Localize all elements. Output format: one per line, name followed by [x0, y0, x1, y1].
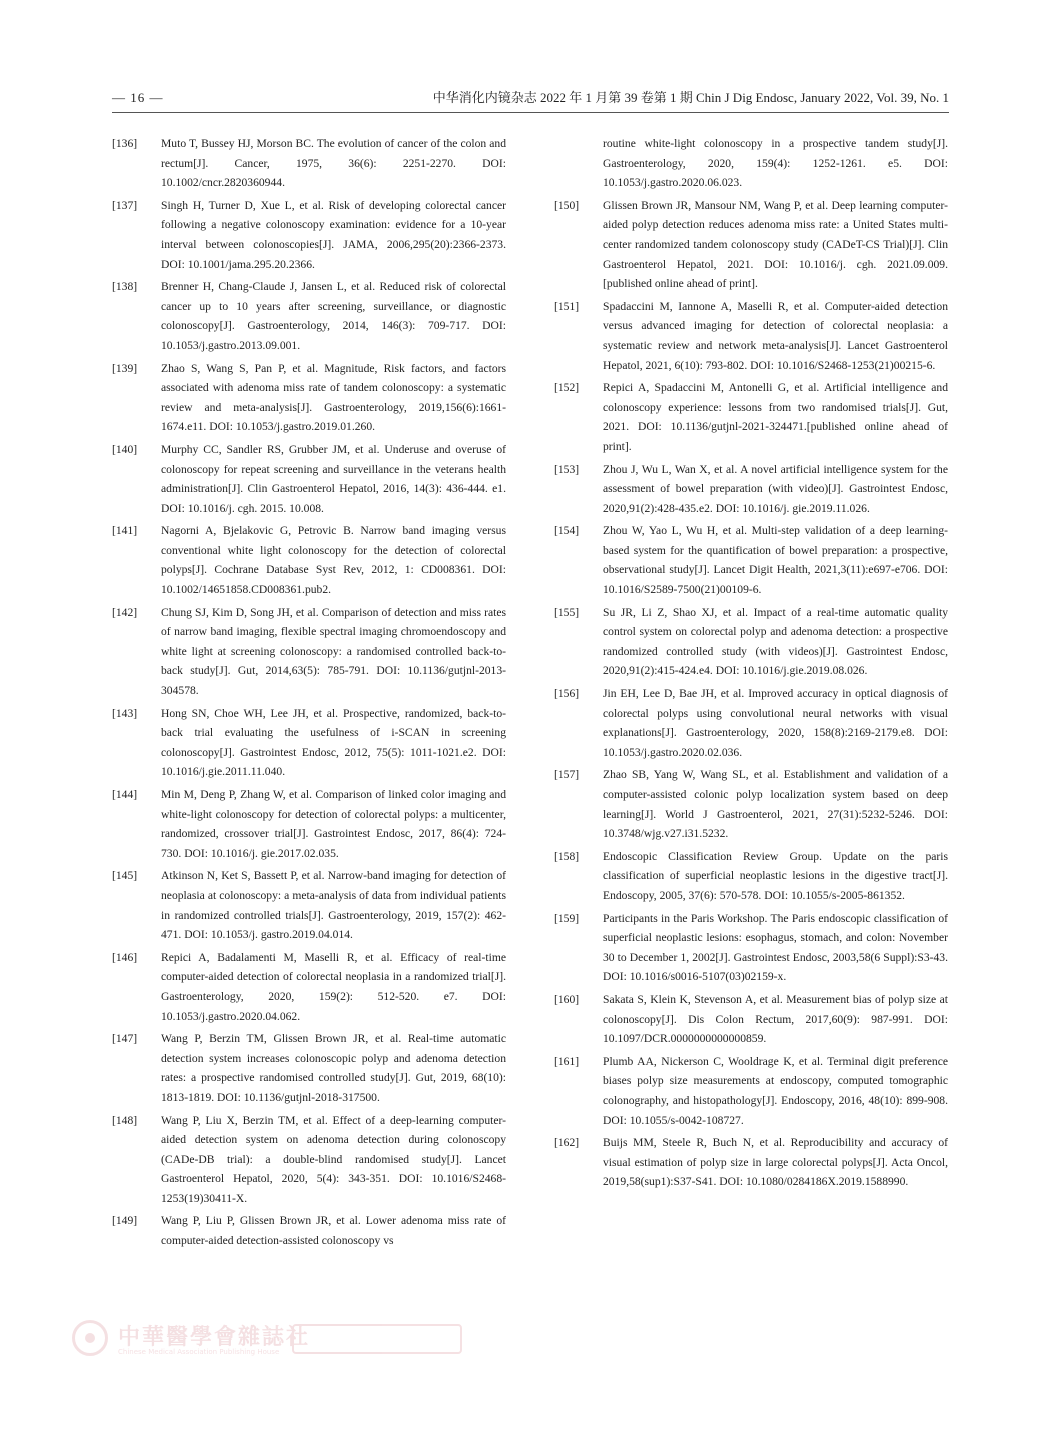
- reference-text: Zhou W, Yao L, Wu H, et al. Multi-step validation of a deep learning-based system for the quantification of bowel preparation: a prospective, observational study[J]. Lancet Digit Health, 2021,3(11):e697-e706. DOI: 10.1016/S2589-7500(21)00109-6.: [603, 524, 948, 597]
- reference-item: [554, 847, 948, 906]
- reference-number: [142]: [112, 605, 138, 619]
- reference-number: [158]: [554, 849, 580, 863]
- seal-icon: [72, 1320, 108, 1356]
- reference-text: Singh H, Turner D, Xue L, et al. Risk of developing colorectal cancer following a negative colonoscopy examination: evidence for a 10-year interval between colonoscopies[J]. JAMA, 2006,295(20):2366-2373. DOI: 10.1001/jama.295.20.2366.: [161, 198, 506, 271]
- reference-text: Zhao S, Wang S, Pan P, et al. Magnitude, Risk factors, and factors associated with adenoma miss rate of tandem colonoscopy: a systematic review and meta-analysis[J]. Gastroenterology, 2019,156(6):1661-1674.e11. DOI: 10.1053/j.gastro.2019.01.260.: [161, 361, 506, 434]
- reference-number: [155]: [554, 605, 580, 619]
- reference-item: [554, 684, 948, 762]
- reference-number: [146]: [112, 950, 138, 964]
- reference-item: [554, 1052, 948, 1130]
- reference-number: [162]: [554, 1136, 580, 1150]
- reference-text: Endoscopic Classification Review Group. Update on the paris classification of superficial neoplastic lesions in the digestive tract[J]. Endoscopy, 2005, 37(6): 570-578. DOI: 10.1055/s-2005-861352.: [603, 849, 948, 902]
- reference-item: [112, 1029, 506, 1107]
- reference-text: Nagorni A, Bjelakovic G, Petrovic B. Narrow band imaging versus conventional white light colonoscopy for the detection of colorectal polyps[J]. Cochrane Database Syst Rev, 2012, 1: CD008361. DOI: 10.1002/14651858.CD008361.pub2.: [161, 524, 506, 597]
- reference-number: [138]: [112, 280, 138, 294]
- reference-number: [159]: [554, 911, 580, 925]
- reference-item: [112, 359, 506, 437]
- reference-text: Zhao SB, Yang W, Wang SL, et al. Establishment and validation of a computer-assisted colonic polyp localization system based on deep learning[J]. World J Gastroenterol, 2021, 27(31):5232-5246. DOI: 10.3748/wjg.v27.i31.5232.: [603, 768, 948, 841]
- reference-text: Repici A, Badalamenti M, Maselli R, et al. Efficacy of real-time computer-aided detection of colorectal neoplasia in a randomized trial[J]. Gastroenterology, 2020, 159(2): 512-520. e7. DOI: 10.1053/j.gastro.2020.04.062.: [161, 950, 506, 1023]
- reference-item: [554, 297, 948, 375]
- reference-item: [112, 603, 506, 701]
- reference-text: Muto T, Bussey HJ, Morson BC. The evolution of cancer of the colon and rectum[J]. Cancer, 1975, 36(6): 2251-2270. DOI: 10.1002/cncr.2820360944.: [161, 137, 506, 190]
- reference-text: Wang P, Liu P, Glissen Brown JR, et al. Lower adenoma miss rate of computer-aided detection-assisted colonoscopy vs: [161, 1214, 506, 1248]
- reference-item: [112, 948, 506, 1026]
- reference-item: [554, 378, 948, 456]
- reference-text: Hong SN, Choe WH, Lee JH, et al. Prospective, randomized, back-to-back trial evaluating the usefulness of i-SCAN in screening colonoscopy[J]. Gastrointest Endosc, 2012, 75(5): 1011-1021.e2. DOI: 10.1016/j.gie.2011.11.040.: [161, 706, 506, 779]
- reference-number: [156]: [554, 687, 580, 701]
- reference-item: [554, 603, 948, 681]
- reference-column-left: [112, 134, 506, 1254]
- reference-number: [139]: [112, 361, 138, 375]
- header-rule: [112, 112, 949, 113]
- watermark-en: Chinese Medical Association Publishing House: [118, 1348, 280, 1356]
- watermark-cn: 中華醫學會雜誌社: [118, 1324, 311, 1350]
- reference-text: Plumb AA, Nickerson C, Wooldrage K, et al. Terminal digit preference biases polyp size measurements at endoscopy, computed tomographic colonography, and histopathology[J]. Endoscopy, 2016, 48(10): 899-908. DOI: 10.1055/s-0042-108727.: [603, 1054, 948, 1127]
- reference-number: [153]: [554, 462, 580, 476]
- reference-number: [150]: [554, 198, 580, 212]
- reference-number: [140]: [112, 442, 138, 456]
- page-number: — 16 —: [112, 90, 164, 105]
- reference-number: [144]: [112, 788, 138, 801]
- reference-number: [143]: [112, 706, 138, 720]
- reference-text: Chung SJ, Kim D, Song JH, et al. Comparison of detection and miss rates of narrow band imaging, flexible spectral imaging chromoendoscopy and white light at screening colonoscopy: a randomised controlled back-to-back study[J]. Gut, 2014,63(5): 785-791. DOI: 10.1136/gutjnl-2013-304578.: [161, 605, 506, 698]
- reference-item: [554, 909, 948, 987]
- publisher-watermark: [72, 1318, 472, 1362]
- reference-text: Repici A, Spadaccini M, Antonelli G, et al. Artificial intelligence and colonoscopy experience: lessons from two randomised trials[J]. Gut, 2021. DOI: 10.1136/gutjnl-2021-324471.[published online ahead of print].: [603, 381, 948, 453]
- reference-item: [112, 1211, 506, 1250]
- reference-item: [554, 521, 948, 599]
- reference-text: Jin EH, Lee D, Bae JH, et al. Improved accuracy in optical diagnosis of colorectal polyps using convolutional neural networks with visual explanations[J]. Gastroenterology, 2020, 158(8):2169-2179.e8. DOI: 10.1053/j.gastro.2020.02.036.: [603, 687, 948, 759]
- reference-item: [112, 785, 506, 863]
- reference-item: [112, 277, 506, 355]
- reference-text: Participants in the Paris Workshop. The Paris endoscopic classification of superficial neoplastic lesions: esophagus, stomach, and colon: November 30 to December 1, 2002[J]. Gastrointest Endosc, 2003,58(6 Suppl):S3-43. DOI: 10.1016/s0016-5107(03)02159-x.: [603, 911, 948, 984]
- reference-item: [112, 521, 506, 599]
- reference-text: Sakata S, Klein K, Stevenson A, et al. Measurement bias of polyp size at colonoscopy[J]. Dis Colon Rectum, 2017,60(9): 987-991. DOI: 10.1097/DCR.0000000000000859.: [603, 992, 948, 1046]
- reference-item: [554, 990, 948, 1049]
- reference-number: [152]: [554, 381, 580, 395]
- reference-text: Atkinson N, Ket S, Bassett P, et al. Narrow-band imaging for detection of neoplasia at colonoscopy: a meta-analysis of data from individual patients in randomized controlled trials[J]. Gastroenterology, 2019, 157(2): 462-471. DOI: 10.1053/j. gastro.2019.04.014.: [161, 869, 506, 942]
- reference-text: routine white-light colonoscopy in a prospective tandem study[J]. Gastroenterology, 2020, 159(4): 1252-1261. e5. DOI: 10.1053/j.gastro.2020.06.023.: [603, 137, 948, 190]
- running-head: 中华消化内镜杂志 2022 年 1 月第 39 卷第 1 期 Chin J Dig Endosc, January 2022, Vol. 39, No. 1: [432, 90, 949, 105]
- page-header: [112, 88, 949, 108]
- reference-number: [160]: [554, 992, 580, 1006]
- reference-text: Su JR, Li Z, Shao XJ, et al. Impact of a real-time automatic quality control system on colorectal polyp and adenoma detection: a prospective randomized controlled study (with videos)[J]. Gastrointest Endosc, 2020,91(2):415-424.e4. DOI: 10.1016/j.gie.2019.08.026.: [603, 605, 948, 678]
- reference-text: Wang P, Liu X, Berzin TM, et al. Effect of a deep-learning computer-aided detection system on adenoma detection during colonoscopy (CADe-DB trial): a double-blind randomised study[J]. Lancet Gastroenterol Hepatol, 2020, 5(4): 343-351. DOI: 10.1016/S2468-1253(19)30411-X.: [161, 1113, 506, 1205]
- reference-number: [148]: [112, 1113, 138, 1127]
- watermark-logo-icon: [292, 1324, 462, 1354]
- reference-item: [112, 704, 506, 782]
- reference-number: [145]: [112, 869, 138, 883]
- reference-number: [161]: [554, 1054, 580, 1068]
- reference-column-right: [554, 134, 948, 1195]
- reference-text: Wang P, Berzin TM, Glissen Brown JR, et al. Real-time automatic detection system increases colonoscopic polyp and adenoma detection rates: a prospective randomised controlled study[J]. Gut, 2019, 68(10): 1813-1819. DOI: 10.1136/gutjnl-2018-317500.: [161, 1032, 506, 1104]
- reference-item: [554, 460, 948, 519]
- reference-number: [147]: [112, 1032, 138, 1046]
- reference-number: [149]: [112, 1214, 138, 1228]
- reference-text: Buijs MM, Steele R, Buch N, et al. Reproducibility and accuracy of visual estimation of polyp size in large colorectal polyps[J]. Acta Oncol, 2019,58(sup1):S37-S41. DOI: 10.1080/0284186X.2019.1588990.: [603, 1136, 948, 1189]
- reference-number: [157]: [554, 768, 580, 782]
- reference-item: [112, 134, 506, 193]
- reference-item: [112, 866, 506, 944]
- reference-number: [154]: [554, 524, 580, 538]
- reference-item: [554, 765, 948, 843]
- reference-item: [112, 1111, 506, 1209]
- reference-number: [141]: [112, 524, 138, 538]
- reference-text: Spadaccini M, Iannone A, Maselli R, et al. Computer-aided detection versus advanced imaging for detection of colorectal neoplasia: a systematic review and network meta-analysis[J]. Lancet Gastroenterol Hepatol, 2021, 6(10): 793-802. DOI: 10.1016/S2468-1253(21)00215-6.: [603, 299, 948, 372]
- reference-text: Min M, Deng P, Zhang W, et al. Comparison of linked color imaging and white-light colonoscopy for detection of colorectal polyps: a multicenter, randomized, crossover trial[J]. Gastrointest Endosc, 2017, 86(4): 724-730. DOI: 10.1016/j. gie.2017.02.035.: [161, 788, 506, 860]
- reference-item: [554, 196, 948, 294]
- reference-text: Glissen Brown JR, Mansour NM, Wang P, et al. Deep learning computer-aided polyp detection reduces adenoma miss rate: a United States multi-center randomized tandem colonoscopy study (CADeT-CS Trial)[J]. Clin Gastroenterol Hepatol, 2021. DOI: 10.1016/j. cgh. 2021.09.009.[published online ahead of print].: [603, 198, 948, 291]
- reference-text: Brenner H, Chang-Claude J, Jansen L, et al. Reduced risk of colorectal cancer up to 10 years after screening, surveillance, or diagnostic colonoscopy[J]. Gastroenterology, 2014, 146(3): 709-717. DOI: 10.1053/j.gastro.2013.09.001.: [161, 280, 506, 352]
- reference-item: [554, 134, 948, 193]
- reference-item: [554, 1133, 948, 1192]
- reference-text: Murphy CC, Sandler RS, Grubber JM, et al. Underuse and overuse of colonoscopy for repeat screening and surveillance in the veterans health administration[J]. Clin Gastroenterol Hepatol, 2016, 14(3): 436-444. e1. DOI: 10.1016/j. cgh. 2015. 10.008.: [161, 442, 506, 515]
- reference-item: [112, 440, 506, 518]
- reference-number: [136]: [112, 137, 138, 150]
- reference-number: [137]: [112, 198, 138, 212]
- reference-item: [112, 196, 506, 274]
- reference-number: [151]: [554, 299, 580, 313]
- reference-text: Zhou J, Wu L, Wan X, et al. A novel artificial intelligence system for the assessment of bowel preparation (with video)[J]. Gastrointest Endosc, 2020,91(2):428-435.e2. DOI: 10.1016/j. gie.2019.11.026.: [603, 462, 948, 515]
